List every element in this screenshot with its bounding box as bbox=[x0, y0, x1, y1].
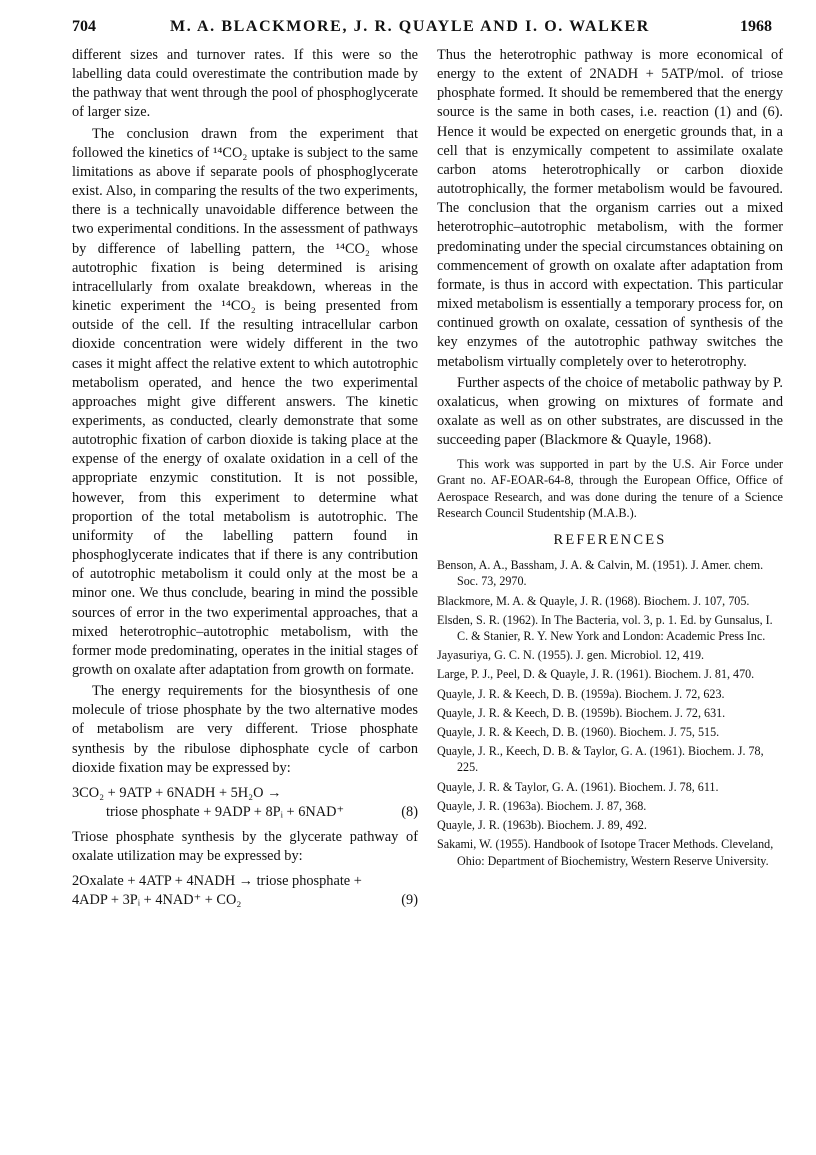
reference-item: Quayle, J. R. & Keech, D. B. (1959a). Biochem. J. 72, 623. bbox=[437, 686, 725, 701]
equation-line: triose phosphate + 9ADP + 8Pᵢ + 6NAD⁺ bbox=[106, 803, 345, 820]
running-head-authors: M. A. BLACKMORE, J. R. QUAYLE AND I. O. WALKER bbox=[170, 18, 650, 35]
reference-list bbox=[437, 557, 783, 868]
equation-line: 2Oxalate + 4ATP + 4NADH → triose phosphate + bbox=[72, 873, 362, 890]
reference-item: Quayle, J. R. (1963b). Biochem. J. 89, 492. bbox=[437, 818, 647, 833]
right-column bbox=[437, 46, 783, 872]
paragraph: Further aspects of the choice of metabolic pathway by P. oxalaticus, when growing on mixtures of formate and oxalate as well as on other substrates, are discussed in the succeeding paper (Blackmore & Quayle, 1968). bbox=[437, 374, 783, 449]
paragraph: The energy requirements for the biosynthesis of one molecule of triose phosphate by the two alternative modes of metabolism are very different. Triose phosphate synthesis by the ribulose diphosphate cycle of carbon dioxide fixation may be expressed by: bbox=[72, 683, 418, 776]
equation-8 bbox=[72, 784, 418, 822]
references-heading: REFERENCES bbox=[553, 532, 667, 549]
equation-number: (9) bbox=[401, 892, 418, 909]
reference-item: Quayle, J. R. & Taylor, G. A. (1961). Biochem. J. 78, 611. bbox=[437, 779, 719, 794]
acknowledgement: This work was supported in part by the U.S. Air Force under Grant no. AF-EOAR-64-8, through the European Office, Office of Aerospace Research, and was done during the tenure of a Science Research Council Studentship (M.A.B.). bbox=[437, 457, 783, 520]
reference-item: Quayle, J. R. (1963a). Biochem. J. 87, 368. bbox=[437, 798, 647, 813]
volume-year: 1968 bbox=[740, 18, 772, 35]
reference-item: Benson, A. A., Bassham, J. A. & Calvin, M. (1951). J. Amer. chem. Soc. 73, 2970. bbox=[437, 558, 764, 589]
paragraph: The conclusion drawn from the experiment that followed the kinetics of ¹⁴CO₂ uptake is subject to the same limitations as above if separate pools of phosphoglycerate exist. Also, in comparing the results of the two experiments, there is a technically unavoidable difference between the two experimental conditions. In the assessment of pathways by difference of labelling pattern, the ¹⁴CO₂ whose autotrophic fixation is being determined is arising intracellularly from oxalate breakdown, whereas in the kinetic experiment the ¹⁴CO₂ is being presented from outside of the cell. If the resulting intracellular carbon dioxide concentration were widely different in the two cases it might affect the relative extent to which autotrophic metabolism operated, and hence the two experimental approaches might give different answers. The kinetic experiments, as conducted, clearly demonstrate that some autotrophic fixation of carbon dioxide is taking place at the expense of the energy of oxalate oxidation in a cell of the appropriate enzymic constitution. It is not possible, however, from this experiment to determine what proportion of the total metabolism is autotrophic. The uniformity of the labelling pattern found in phosphoglycerate indicates that if there is any contribution of autotrophic metabolism it could only at the most be a minor one. We thus conclude, bearing in mind the possible sources of error in the two experimental approaches, that a mixed heterotrophic–autotrophic metabolism, with the former mode predominating, operates in the initial stages of growth on oxalate after adaptation from growth on formate. bbox=[72, 125, 418, 678]
equation-9 bbox=[72, 872, 418, 910]
left-column bbox=[72, 46, 418, 916]
equation-number: (8) bbox=[401, 803, 418, 820]
reference-item: Large, P. J., Peel, D. & Quayle, J. R. (1961). Biochem. J. 81, 470. bbox=[437, 667, 755, 682]
paragraph: Triose phosphate synthesis by the glycerate pathway of oxalate utilization may be expressed by: bbox=[72, 828, 418, 865]
paragraph: different sizes and turnover rates. If this were so the labelling data could overestimate the contribution made by the pathway that went through the pool of phosphoglycerate of larger size. bbox=[72, 47, 418, 121]
reference-item: Elsden, S. R. (1962). In The Bacteria, vol. 3, p. 1. Ed. by Gunsalus, I. C. & Stanier, R. Y. New York and London: Academic Press Inc. bbox=[437, 612, 773, 644]
running-header bbox=[72, 18, 772, 44]
reference-item: Quayle, J. R. & Keech, D. B. (1960). Biochem. J. 75, 515. bbox=[437, 725, 720, 740]
reference-item: Quayle, J. R., Keech, D. B. & Taylor, G. A. (1961). Biochem. J. 78, 225. bbox=[437, 744, 764, 775]
page-number: 704 bbox=[72, 18, 96, 35]
reference-item: Quayle, J. R. & Keech, D. B. (1959b). Biochem. J. 72, 631. bbox=[437, 705, 726, 720]
equation-line: 3CO₂ + 9ATP + 6NADH + 5H₂O → bbox=[72, 784, 282, 801]
reference-item: Sakami, W. (1955). Handbook of Isotope Tracer Methods. Cleveland, Ohio: Department of Biochemistry, Western Reserve University. bbox=[437, 837, 774, 868]
paragraph: Thus the heterotrophic pathway is more economical of energy to the extent of 2NADH + 5ATP/mol. of triose phosphate formed. It should be remembered that the energy source is the same in both cases, i.e. reaction (1) and (6). Hence it would be expected on energetic grounds that, in a cell that is enzymically competent to assimilate oxalate carbon atoms heterotrophically or carbon dioxide autotrophically, the former metabolism would be favoured. The conclusion that the organism carries out a mixed heterotrophic–autotrophic metabolism, with the former predominating under the special circumstances obtaining on commencement of growth on oxalate after adaptation from formate, is thus in accord with expectation. This particular mixed metabolism is essentially a temporary process for, on continued growth on oxalate, cessation of synthesis of the key enzymes of the autotrophic pathway switches the metabolism virtually completely over to heterotrophy. bbox=[437, 47, 783, 370]
reference-item: Blackmore, M. A. & Quayle, J. R. (1968). Biochem. J. 107, 705. bbox=[437, 593, 750, 608]
equation-line: 4ADP + 3Pᵢ + 4NAD⁺ + CO₂ bbox=[72, 892, 242, 909]
reference-item: Jayasuriya, G. C. N. (1955). J. gen. Microbiol. 12, 419. bbox=[437, 648, 705, 663]
